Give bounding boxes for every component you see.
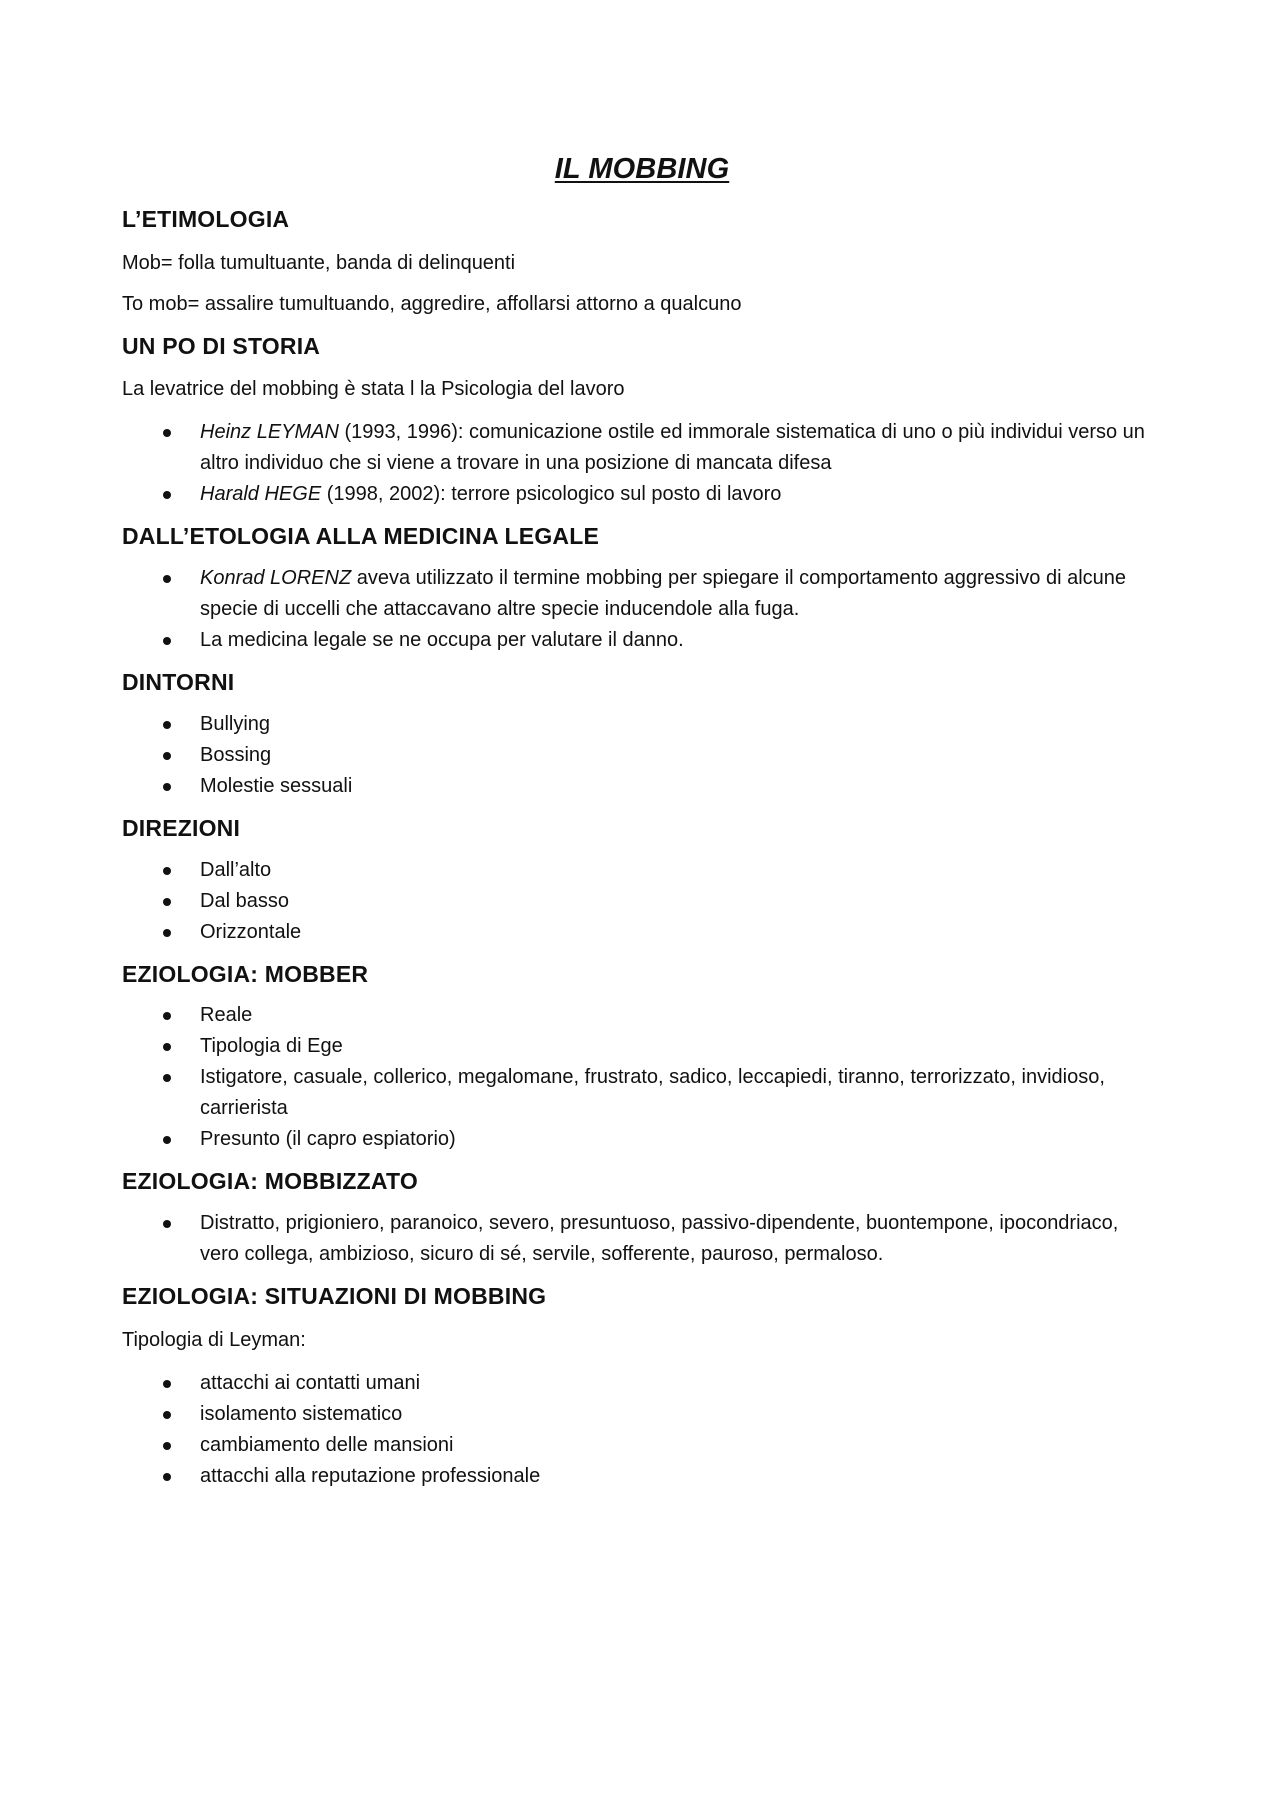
bullet-icon [163, 1074, 171, 1082]
author-name: Konrad LORENZ [200, 567, 352, 590]
bullet-icon [163, 1220, 171, 1228]
list-item-text: Reale [200, 1004, 253, 1027]
bullet-icon [163, 491, 171, 499]
list-item [122, 886, 1162, 917]
list-item [122, 917, 1162, 948]
list-item [122, 1124, 1162, 1155]
bullet-icon [163, 1473, 171, 1481]
list-item-text: Dall’alto [200, 858, 272, 881]
section-situazioni [122, 1282, 1162, 1492]
section-direzioni [122, 814, 1162, 948]
section-heading: DINTORNI [122, 669, 235, 696]
bullet-icon [163, 1442, 171, 1450]
bullet-list [122, 417, 1162, 510]
bullet-icon [163, 1380, 171, 1388]
section-etimologia [122, 205, 1162, 320]
list-item [122, 855, 1162, 886]
list-item [122, 1430, 1162, 1461]
bullet-icon [163, 929, 171, 937]
bullet-icon [163, 575, 171, 583]
definition-line: To mob= assalire tumultuando, aggredire, affollarsi attorno a qualcuno [122, 292, 742, 315]
list-item [122, 1368, 1162, 1399]
list-item [122, 563, 1162, 625]
list-item-text: attacchi ai contatti umani [200, 1371, 421, 1394]
bullet-icon [163, 1411, 171, 1419]
section-intro: Tipologia di Leyman: [122, 1328, 306, 1351]
bullet-list [122, 563, 1162, 656]
document-title: IL MOBBING [554, 153, 730, 185]
bullet-icon [163, 1136, 171, 1144]
section-heading: EZIOLOGIA: SITUAZIONI DI MOBBING [122, 1283, 547, 1310]
list-item [122, 1062, 1162, 1124]
list-item [122, 709, 1162, 740]
list-item-text: Dal basso [200, 889, 289, 912]
list-item-text: (1993, 1996): comunicazione ostile ed immorale sistematica di uno o più individui verso un altro individuo che si viene a trovare in una posizione di mancata difesa [200, 421, 1145, 475]
definition-line: Mob= folla tumultuante, banda di delinquenti [122, 251, 516, 274]
section-heading: DALL’ETOLOGIA ALLA MEDICINA LEGALE [122, 523, 600, 550]
list-item-text: Tipologia di Ege [200, 1035, 343, 1058]
bullet-list [122, 1000, 1162, 1155]
list-item-text: Distratto, prigioniero, paranoico, severo, presuntuoso, passivo-dipendente, buontempone, ipocondriaco, vero collega, ambizioso, sicuro di sé, servile, sofferente, pauroso, permaloso. [200, 1212, 1119, 1266]
list-item [122, 1208, 1162, 1270]
list-item [122, 1000, 1162, 1031]
bullet-list [122, 1368, 1162, 1492]
bullet-icon [163, 1043, 171, 1051]
list-item-text: isolamento sistematico [200, 1402, 403, 1425]
section-intro: La levatrice del mobbing è stata l la Psicologia del lavoro [122, 378, 625, 401]
bullet-icon [163, 637, 171, 645]
bullet-icon [163, 721, 171, 729]
list-item [122, 625, 1162, 656]
bullet-icon [163, 752, 171, 760]
list-item-text: Bossing [200, 743, 272, 766]
list-item [122, 479, 1162, 510]
section-heading: DIREZIONI [122, 814, 241, 841]
author-name: Heinz LEYMAN [200, 421, 339, 444]
section-mobber [122, 960, 1162, 1156]
list-item-text: Bullying [200, 712, 271, 735]
list-item-text: Istigatore, casuale, collerico, megalomane, frustrato, sadico, leccapiedi, tiranno, terrorizzato, invidioso, carrierista [200, 1066, 1105, 1120]
bullet-icon [163, 429, 171, 437]
section-heading: EZIOLOGIA: MOBBER [122, 960, 369, 987]
bullet-icon [163, 898, 171, 906]
bullet-list [122, 1208, 1162, 1270]
list-item-text: Molestie sessuali [200, 774, 353, 797]
document-body [122, 152, 1162, 1504]
list-item [122, 1461, 1162, 1492]
list-item-text: Presunto (il capro espiatorio) [200, 1128, 456, 1151]
list-item-text: attacchi alla reputazione professionale [200, 1464, 541, 1487]
bullet-list [122, 855, 1162, 948]
list-item-text: La medicina legale se ne occupa per valutare il danno. [200, 629, 684, 652]
list-item [122, 1031, 1162, 1062]
bullet-icon [163, 1012, 171, 1020]
author-name: Harald HEGE [200, 483, 322, 506]
bullet-icon [163, 783, 171, 791]
section-heading: EZIOLOGIA: MOBBIZZATO [122, 1168, 418, 1195]
list-item-text: Orizzontale [200, 920, 302, 943]
list-item [122, 771, 1162, 802]
bullet-list [122, 709, 1162, 802]
list-item-text: (1998, 2002): terrore psicologico sul posto di lavoro [321, 483, 782, 506]
list-item [122, 1399, 1162, 1430]
list-item [122, 417, 1162, 479]
bullet-icon [163, 867, 171, 875]
section-mobbizzato [122, 1167, 1162, 1270]
section-dintorni [122, 668, 1162, 802]
list-item [122, 740, 1162, 771]
section-heading: L’ETIMOLOGIA [122, 205, 290, 232]
section-heading: UN PO DI STORIA [122, 332, 321, 359]
section-etologia [122, 522, 1162, 656]
list-item-text: aveva utilizzato il termine mobbing per spiegare il comportamento aggressivo di alcune specie di uccelli che attaccavano altre specie inducendole alla fuga. [200, 567, 1127, 621]
section-storia [122, 332, 1162, 511]
list-item-text: cambiamento delle mansioni [200, 1433, 454, 1456]
